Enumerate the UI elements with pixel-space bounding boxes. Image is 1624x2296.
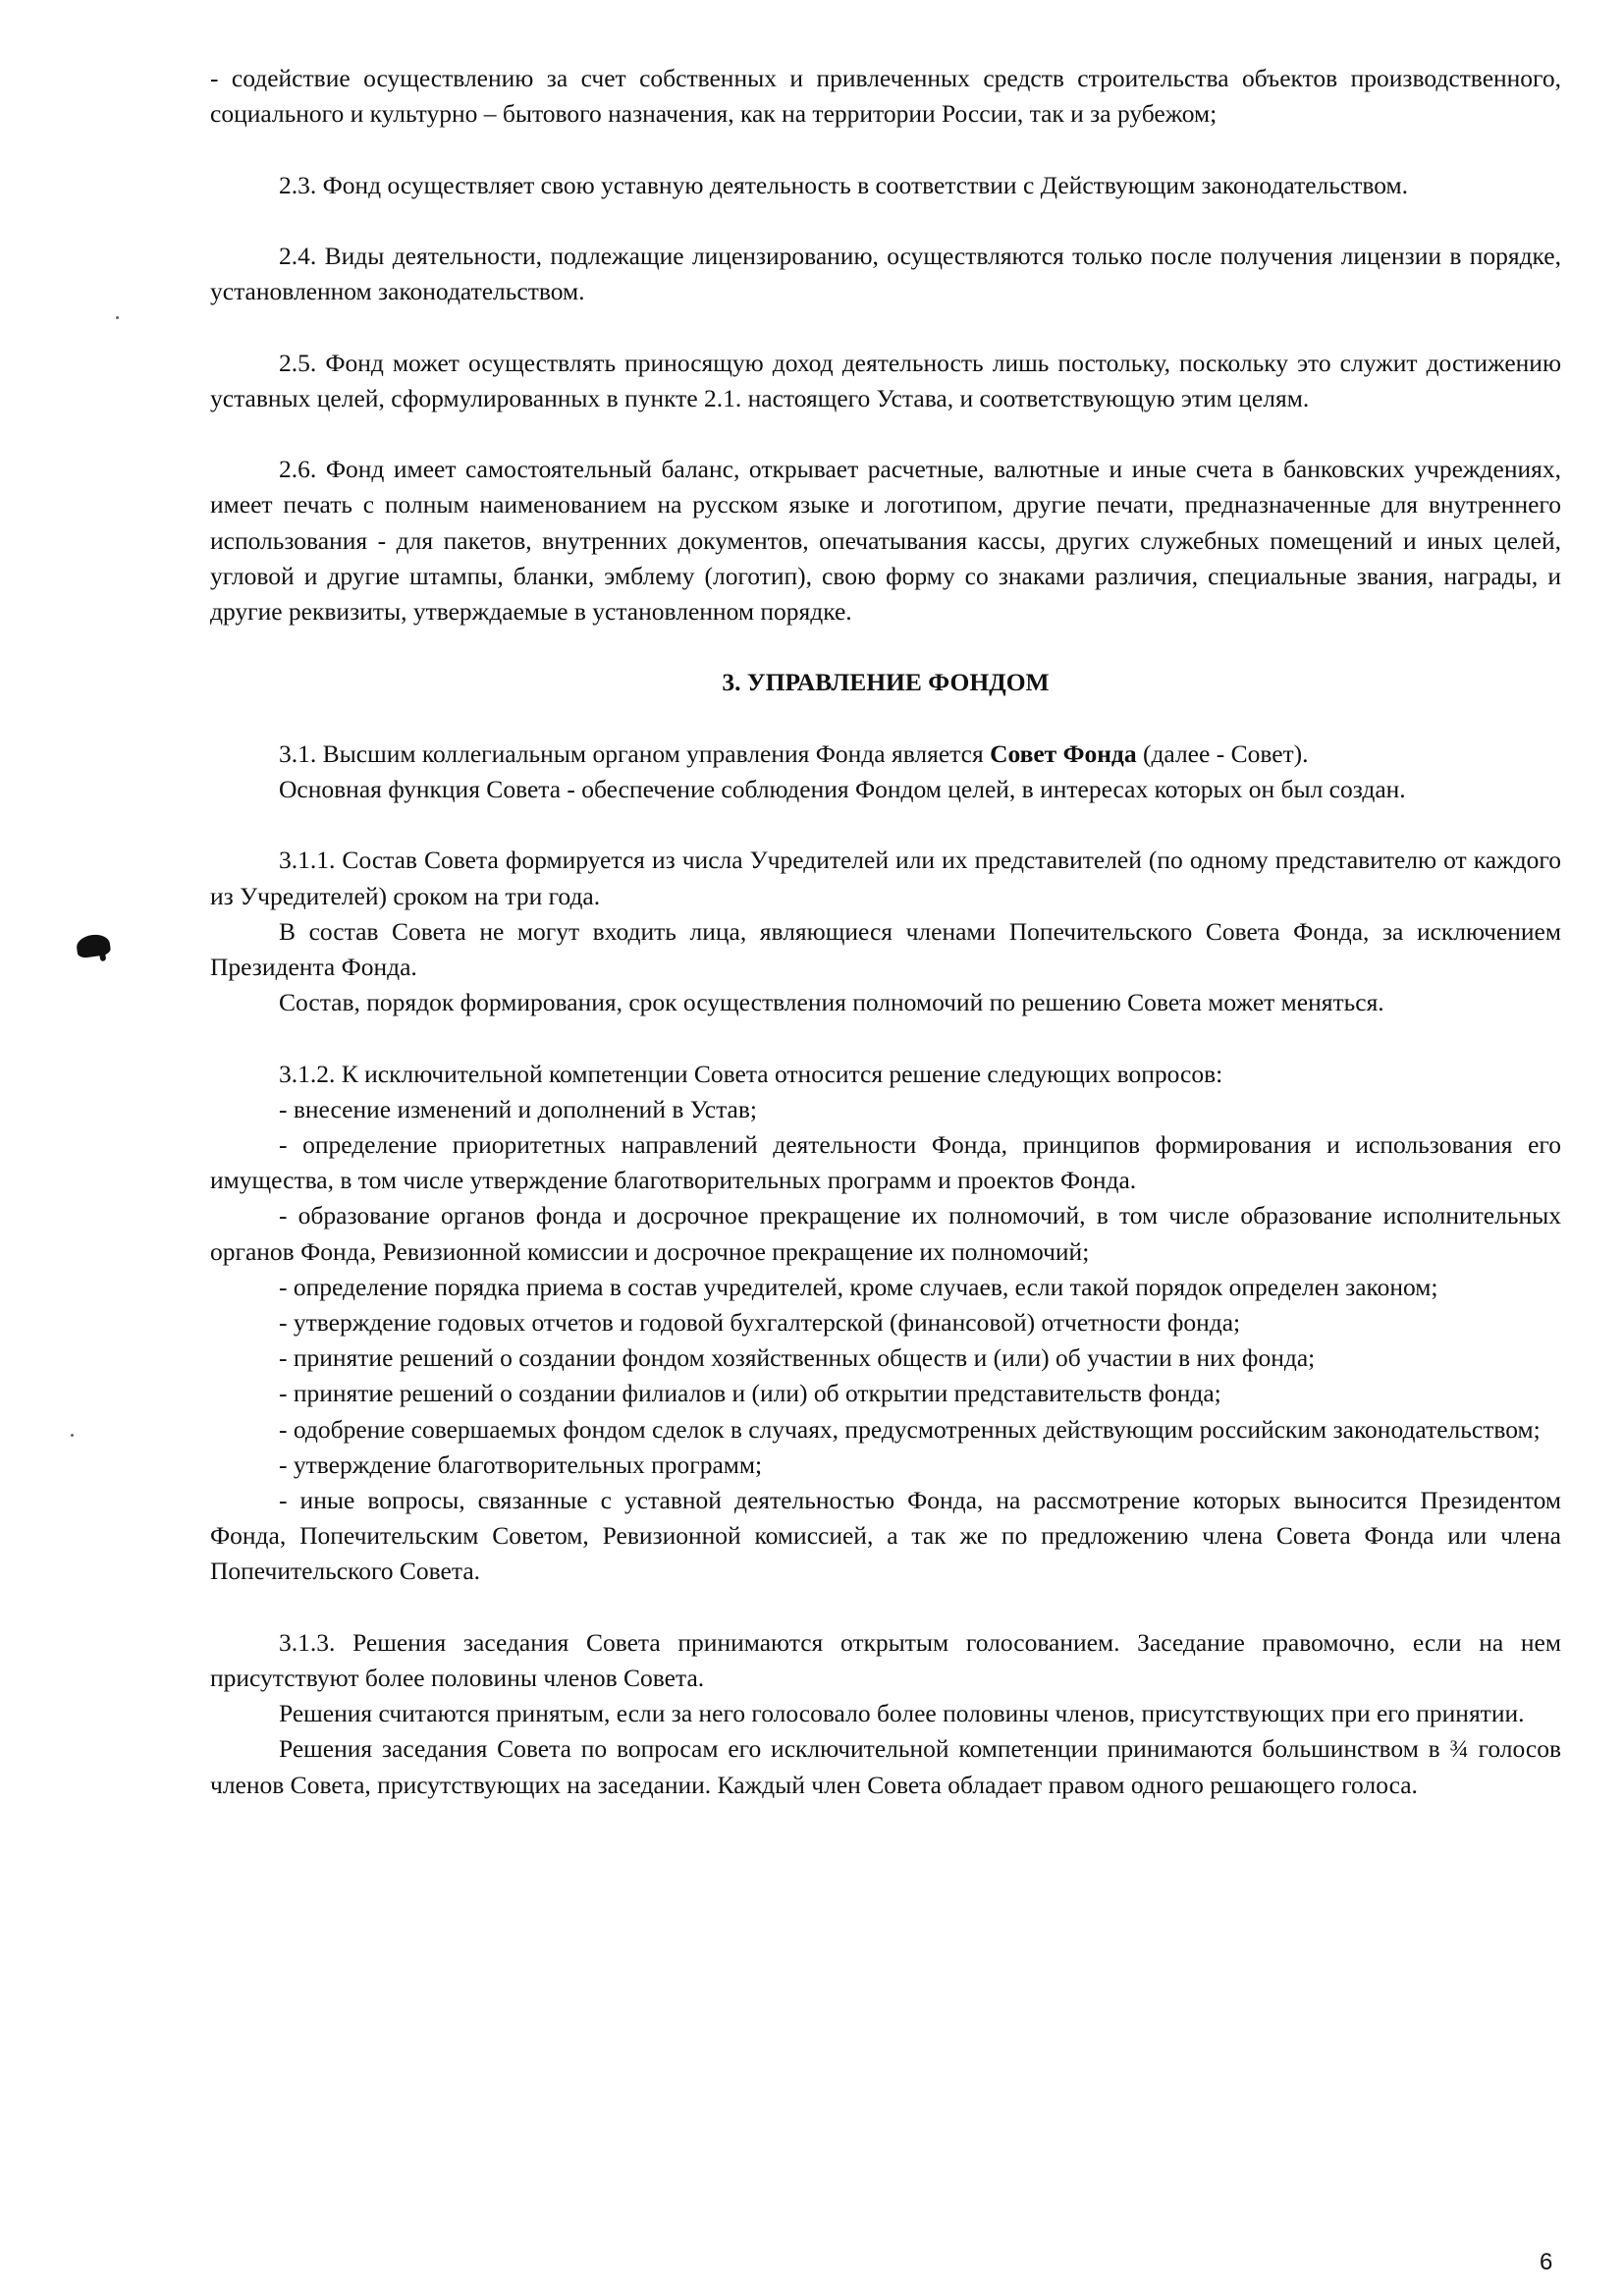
list-item: - определение порядка приема в состав учредителей, кроме случаев, если такой порядок определен законом; [279,1272,1438,1301]
paragraph-3-1-3: 3.1.3. Решения заседания Совета принимаются открытым голосованием. Заседание правомочно, если на нем присутствуют более половины членов Совета. [210,1627,1561,1692]
paragraph-3-1-3-exclusive: Решения заседания Совета по вопросам его исключительной компетенции принимаются большинством в ¾ голосов членов Совета, присутствующих на заседании. Каждый член Совета обладает правом одного решающего голоса. [210,1734,1561,1799]
scan-speck [116,316,119,319]
list-item: - принятие решений о создании фондом хозяйственных обществ и (или) об участии в них фонда; [279,1343,1316,1373]
page-number: 6 [1540,2249,1553,2275]
paragraph-3-1-2: 3.1.2. К исключительной компетенции Совета относится решение следующих вопросов: [279,1059,1223,1088]
paragraph-2-6: 2.6. Фонд имеет самостоятельный баланс, открывает расчетные, валютные и иные счета в банковских учреждениях, имеет печать с полным наименованием на русском языке и логотипом, другие печати, предназначенные для внутреннего использования - для пакетов, внутренних документов, опечатывания кассы, других служебных помещений и иных целей, угловой и другие штампы, бланки, эмблему (логотип), свою форму со знаками различия, специальные звания, награды, и другие реквизиты, утверждаемые в установленном порядке. [210,455,1561,626]
paragraph-3-1-1-composition: Состав, порядок формирования, срок осуществления полномочий по решению Совета может меняться. [279,988,1384,1017]
paragraph-2-3: 2.3. Фонд осуществляет свою уставную деятельность в соответствии с Действующим законодательством. [279,170,1408,199]
document-page [210,61,1561,1803]
list-item: - иные вопросы, связанные с уставной деятельностью Фонда, на рассмотрение которых выносится Президентом Фонда, Попечительским Советом, Ревизионной комиссией, а так же по предложению члена Совета Фонда или члена Попечительского Совета. [210,1486,1561,1586]
paragraph-3-1 [210,737,1561,772]
paragraph-2-4: 2.4. Виды деятельности, подлежащие лицензированию, осуществляются только после получения лицензии в порядке, установленном законодательством. [210,241,1561,306]
list-item: - принятие решений о создании филиалов и (или) об открытии представительств фонда; [279,1379,1221,1408]
section-heading: 3. УПРАВЛЕНИЕ ФОНДОМ [722,668,1050,697]
text-run: 3.1. Высшим коллегиальным органом управления Фонда является [279,738,991,768]
paragraph-3-1-main-function: Основная функция Совета - обеспечение соблюдения Фондом целей, в интересах которых он был создан. [279,774,1406,803]
list-item: - одобрение совершаемых фондом сделок в случаях, предусмотренных действующим российским законодательством; [279,1414,1541,1444]
scan-speck [71,1434,74,1437]
list-item: - внесение изменений и дополнений в Устав; [279,1094,757,1123]
list-item: - утверждение годовых отчетов и годовой бухгалтерской (финансовой) отчетности фонда; [279,1307,1241,1337]
list-item: - образование органов фонда и досрочное прекращение их полномочий, в том числе образование исполнительных органов Фонда, Ревизионной комиссии и досрочное прекращение их полномочий; [210,1201,1561,1266]
paragraph-construction: - содействие осуществлению за счет собственных и привлеченных средств строительства объектов производственного, социального и культурно – бытового назначения, как на территории России, так и за рубежом; [210,64,1561,129]
list-item: - утверждение благотворительных программ; [279,1449,763,1479]
ink-blot [76,933,112,959]
text-run: (далее - Совет). [1136,738,1309,768]
list-item: - определение приоритетных направлений деятельности Фонда, принципов формирования и использования его имущества, в том числе утверждение благотворительных программ и проектов Фонда. [210,1129,1561,1195]
paragraph-2-5: 2.5. Фонд может осуществлять приносящую доход деятельность лишь постольку, поскольку это служит достижению уставных целей, сформулированных в пункте 2.1. настоящего Устава, и соответствующую этим целям. [210,348,1561,412]
paragraph-3-1-1-restriction: В состав Совета не могут входить лица, являющиеся членами Попечительского Совета Фонда, за исключением Президента Фонда. [210,916,1561,981]
bold-term: Совет Фонда [990,738,1137,768]
paragraph-3-1-3-majority: Решения считаются принятым, если за него голосовало более половины членов, присутствующих при его принятии. [279,1699,1525,1728]
paragraph-3-1-1: 3.1.1. Состав Совета формируется из числа Учредителей или их представителей (по одному представителю от каждого из Учредителей) сроком на три года. [210,846,1561,910]
